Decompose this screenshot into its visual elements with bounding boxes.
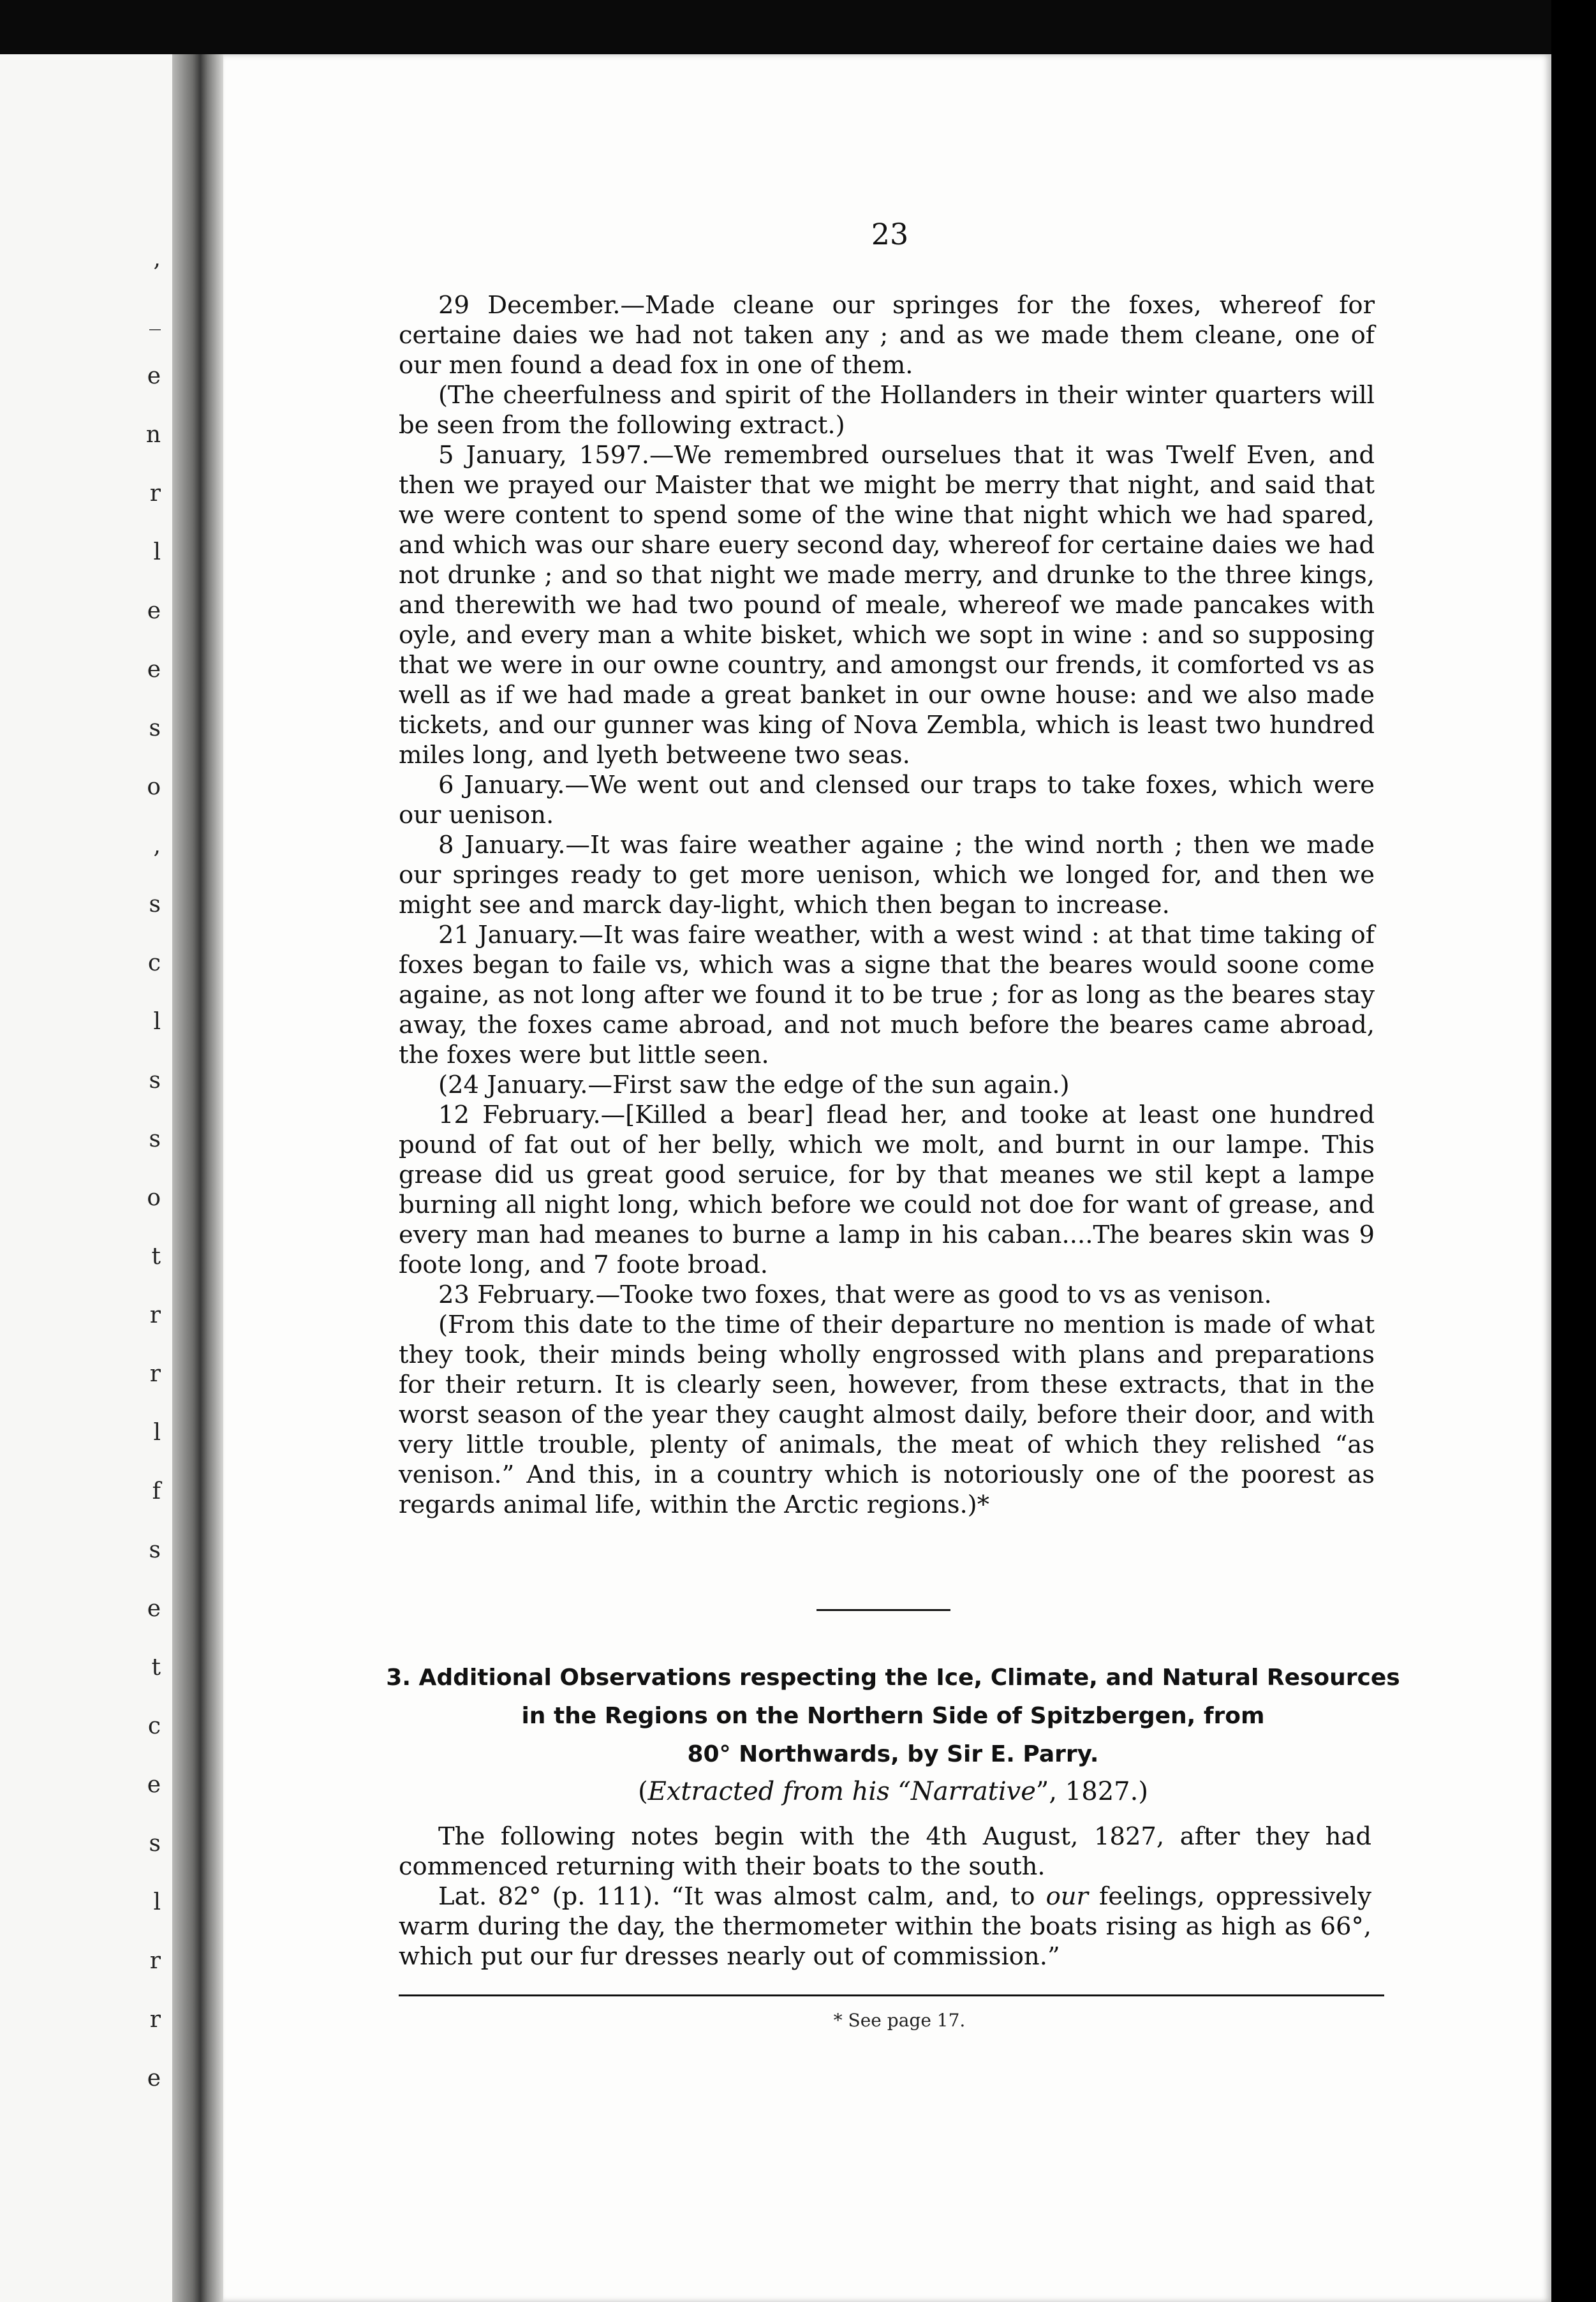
facing-page-char: s (149, 715, 161, 741)
section-text (399, 1822, 1371, 1972)
paragraph: (24 January.—First saw the edge of the sun again.) (438, 1071, 1070, 1099)
paragraph: 12 February.—[Killed a bear] flead her, and tooke at least one hundred pound of fat out of her belly, which we molt, and burnt in our lampe. This grease did us great good seruice, for by that meanes we stil kept a lampe burning all night long, which before we could not doe for want of grease, and every man had meanes to burne a lamp in his caban....The beares skin was 9 foote long, and 7 foote broad. (399, 1101, 1375, 1279)
facing-page-char: s (149, 1126, 161, 1152)
facing-page-char: s (149, 1067, 161, 1094)
facing-page-char: e (147, 1772, 161, 1798)
section-heading-line: 80° Northwards, by Sir E. Parry. (687, 1741, 1099, 1767)
facing-page-char: r (149, 2007, 161, 2033)
facing-page-char: e (147, 2065, 161, 2091)
footnote: * See page 17. (833, 2010, 966, 2031)
section-source (370, 1777, 1416, 1806)
facing-page-char: r (149, 1361, 161, 1387)
facing-page-char: l (153, 1420, 161, 1446)
text-run: feelings, oppressively warm during the day, the thermometer within the boats rising as high as 66°, which put our fur dresses nearly out of commission.” (399, 1882, 1371, 1971)
facing-page-char: l (153, 539, 161, 565)
facing-page-char: e (147, 1596, 161, 1622)
facing-page-char: s (149, 1830, 161, 1857)
facing-page-char: , (153, 246, 161, 272)
source-year: ”, 1827.) (1035, 1777, 1148, 1806)
section-heading-line: 3. Additional Observations respecting the Ice, Climate, and Natural Resources (386, 1665, 1400, 1691)
text-run: Lat. 82° (p. 111). “It was almost calm, and, to (438, 1882, 1046, 1911)
facing-page-char: s (149, 1537, 161, 1563)
paragraph: (The cheerfulness and spirit of the Hollanders in their winter quarters will be seen from the following extract.) (399, 381, 1375, 440)
section-divider (816, 1609, 950, 1611)
facing-page-char: , (153, 833, 161, 859)
book-gutter (172, 54, 223, 2302)
facing-page-char: r (149, 1948, 161, 1974)
facing-page-char: r (149, 480, 161, 507)
paragraph: 5 January, 1597.—We remembred ourselues that it was Twelf Even, and then we prayed our Maister that we might be merry that night, and said that we were content to spend some of the wine that night which we had spared, and which was our share euery second day, whereof for certaine daies we had not drunke ; and so that night we made merry, and drunke to the three kings, and therewith we had two pound of meale, whereof we made pancakes with oyle, and every man a white bisket, which we sopt in wine : and so supposing that we were in our owne country, and amongst our frends, it comforted vs as well as if we had made a great banket in our owne house: and we also made tickets, and our gunner was king of Nova Zembla, which is least two hundred miles long, and lyeth betweene two seas. (399, 441, 1375, 769)
body-text (399, 290, 1375, 1520)
facing-page-char: o (147, 1185, 161, 1211)
scan-border-top (0, 0, 1596, 54)
facing-page-char: e (147, 363, 161, 389)
section-heading (370, 1659, 1416, 1774)
paragraph: 29 December.—Made cleane our springes for the foxes, whereof for certaine daies we had not taken any ; and as we made them cleane, one of our men found a dead fox in one of them. (399, 291, 1375, 380)
paragraph: 23 February.—Tooke two foxes, that were as good to vs as venison. (438, 1281, 1272, 1309)
facing-page-char: c (147, 1713, 161, 1739)
facing-page-edge (0, 54, 172, 2302)
section-heading-line: in the Regions on the Northern Side of Spitzbergen, from (521, 1703, 1265, 1729)
paragraph: The following notes begin with the 4th August, 1827, after they had commenced returning with their boats to the south. (399, 1822, 1371, 1881)
paragraph: (From this date to the time of their departure no mention is made of what they took, their minds being wholly engrossed with plans and preparations for their return. It is clearly seen, however, from these extracts, that in the worst season of the year they caught almost daily, before their door, and with very little trouble, plenty of animals, the meat of which they relished “as venison.” And this, in a country which is notoriously one of the poorest as regards animal life, within the Arctic regions.)* (399, 1311, 1375, 1519)
facing-page-char: o (147, 774, 161, 800)
facing-page-char: t (151, 1244, 161, 1270)
facing-page-char: e (147, 657, 161, 683)
footnote-rule (399, 1994, 1384, 1996)
source-work-title: Narrative (910, 1777, 1036, 1806)
facing-page-char: n (145, 422, 161, 448)
paragraph: 6 January.—We went out and clensed our traps to take foxes, which were our uenison. (399, 771, 1375, 829)
paragraph (399, 1882, 1371, 1972)
facing-page-char: l (153, 1009, 161, 1035)
emphasis: our (1046, 1882, 1088, 1911)
paragraph: 21 January.—It was faire weather, with a west wind : at that time taking of foxes began to faile vs, which was a signe that the beares would soone come againe, as not long after we found it to be true ; for as long as the beares stay away, the foxes came abroad, and not much before the beares came abroad, the foxes were but little seen. (399, 921, 1375, 1069)
facing-page-char: _ (149, 304, 161, 330)
facing-page-char: f (152, 1478, 161, 1504)
facing-page-char: s (149, 891, 161, 917)
facing-page-char: c (147, 950, 161, 976)
facing-page-char: e (147, 598, 161, 624)
facing-page-char: t (151, 1654, 161, 1681)
facing-page-char: r (149, 1302, 161, 1328)
page-number: 23 (871, 217, 909, 251)
scan-border-right (1551, 0, 1596, 2302)
source-paren: ( (638, 1777, 648, 1806)
source-italic: Extracted from his “ (647, 1777, 911, 1806)
facing-page-char: l (153, 1889, 161, 1915)
paragraph: 8 January.—It was faire weather againe ; the wind north ; then we made our springes ready to get more uenison, which we longed for, and then we might see and marck day-light, which then began to increase. (399, 831, 1375, 919)
